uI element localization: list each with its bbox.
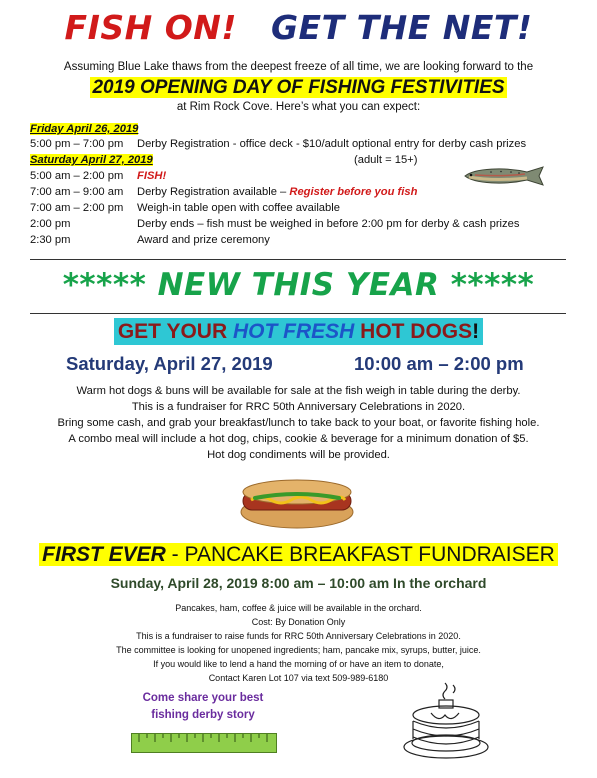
schedule-text: Derby Registration available –: [137, 186, 290, 198]
hotdog-heading-part: HOT DOGS: [354, 320, 473, 343]
fishing-story-callout: [138, 690, 268, 724]
intro-text: Assuming Blue Lake thaws from the deepest freeze of all time, we are looking forward to the: [63, 61, 534, 73]
hotdog-line: A combo meal will include a hot dog, chips, cookie & beverage for a minimum donation of $5.: [68, 433, 529, 445]
schedule-highlight: FISH!: [137, 170, 167, 182]
pancake-line: If you would like to lend a hand the morning of or have an item to donate,: [153, 659, 444, 669]
poster-title: [0, 8, 597, 52]
title-fish-on: FISH ON!: [64, 8, 237, 47]
schedule-time: 5:00 am – 2:00 pm: [30, 170, 124, 182]
divider: [30, 259, 566, 260]
pancake-heading-emphasis: FIRST EVER: [42, 543, 166, 566]
saturday-date: Saturday April 27, 2019: [30, 154, 153, 166]
schedule-row: [30, 234, 270, 246]
schedule-time: 2:30 pm: [30, 234, 71, 246]
adult-note: (adult = 15+): [354, 154, 418, 166]
pancake-line: Cost: By Donation Only: [251, 617, 346, 627]
schedule-row: [30, 186, 417, 198]
schedule-time: 2:00 pm: [30, 218, 71, 230]
hotdog-icon: [237, 470, 357, 532]
hotdog-heading-part: GET YOUR: [117, 320, 233, 343]
festivities-label: 2019 OPENING DAY OF FISHING FESTIVITIES: [92, 77, 505, 98]
pancake-heading-box: [39, 543, 558, 566]
title-get-the-net: GET THE NET!: [270, 8, 533, 47]
hotdog-line: This is a fundraiser for RRC 50th Anniversary Celebrations in 2020.: [131, 401, 466, 413]
schedule-row: [30, 218, 519, 230]
friday-heading: [30, 123, 138, 135]
hotdog-line: Warm hot dogs & buns will be available for sale at the fish weigh in table during the derby.: [76, 385, 521, 397]
schedule-text: Award and prize ceremony: [137, 234, 270, 246]
hotdog-line: Hot dog condiments will be provided.: [207, 449, 390, 461]
friday-date: Friday April 26, 2019: [30, 123, 139, 135]
trout-icon: [461, 165, 547, 187]
schedule-row: [30, 170, 166, 182]
pancake-line: The committee is looking for unopened ingredients; ham, pancake mix, syrups, butter, juice.: [116, 645, 481, 655]
pancake-line: Pancakes, ham, coffee & juice will be available in the orchard.: [175, 603, 422, 613]
hotdog-heading: [0, 320, 597, 344]
saturday-heading: [30, 154, 153, 166]
schedule-row-friday: [30, 138, 526, 150]
pancake-line: Contact Karen Lot 107 via text 509-989-6180: [208, 673, 389, 683]
hotdog-line: Bring some cash, and grab your breakfast/lunch to take back to your boat, or favorite fishing hole.: [57, 417, 540, 429]
pancake-heading: [0, 543, 597, 567]
schedule-text: Derby ends – fish must be weighed in before 2:00 pm for derby & cash prizes: [137, 218, 520, 230]
schedule-time: 7:00 am – 2:00 pm: [30, 202, 124, 214]
pancake-heading-text: - PANCAKE BREAKFAST FUNDRAISER: [165, 543, 555, 566]
divider: [30, 313, 566, 314]
story-line: Come share your best: [142, 692, 264, 704]
hotdog-time: 10:00 am – 2:00 pm: [354, 353, 524, 374]
pancake-stack-icon: [401, 677, 491, 761]
festivities-heading: [0, 77, 597, 99]
schedule-text: Weigh-in table open with coffee available: [137, 202, 340, 214]
schedule-time: 7:00 am – 9:00 am: [30, 186, 124, 198]
measuring-tape-icon: [131, 733, 277, 753]
hotdog-heading-part: !: [472, 320, 480, 343]
hotdog-date: Saturday, April 27, 2019: [66, 353, 273, 374]
schedule-highlight: Register before you fish: [289, 186, 418, 198]
hotdog-heading-box: [114, 318, 483, 345]
pancake-date: Sunday, April 28, 2019 8:00 am – 10:00 am In the orchard: [110, 575, 487, 591]
schedule-text: Derby Registration - office deck - $10/adult optional entry for derby cash prizes: [137, 138, 527, 150]
hotdog-heading-emphasis: HOT FRESH: [232, 320, 355, 343]
location-text: at Rim Rock Cove. Here’s what you can expect:: [176, 101, 421, 113]
pancake-line: This is a fundraiser to raise funds for RRC 50th Anniversary Celebrations in 2020.: [136, 631, 461, 641]
schedule-time: 5:00 pm – 7:00 pm: [30, 138, 124, 150]
story-line: fishing derby story: [151, 709, 255, 721]
schedule-row: [30, 202, 340, 214]
new-this-year-banner: ***** NEW THIS YEAR *****: [62, 267, 535, 303]
